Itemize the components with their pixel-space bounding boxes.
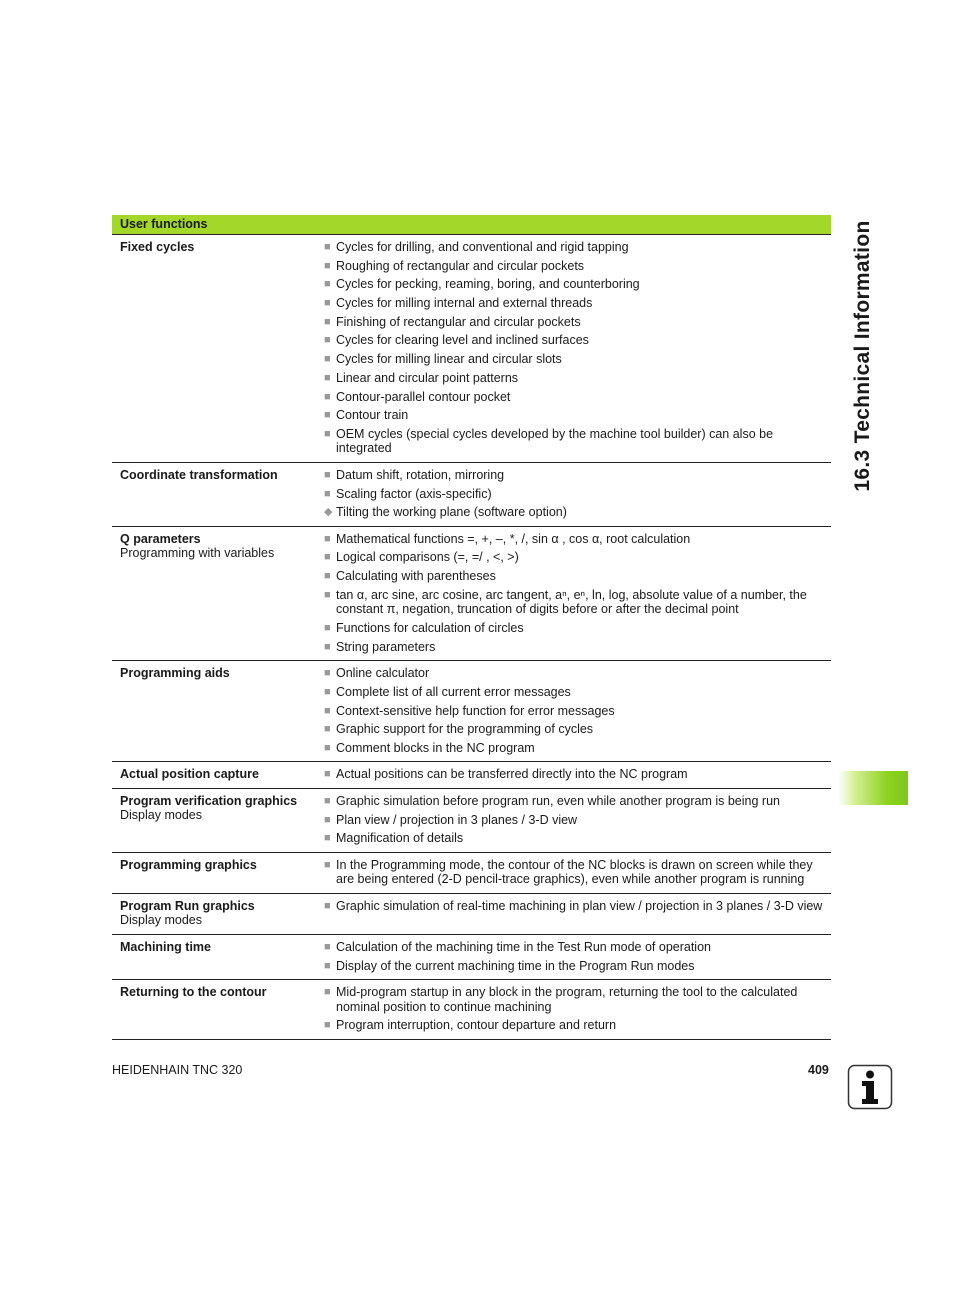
row-items (324, 532, 831, 654)
list-item-text: Cycles for drilling, and conventional and rigid tapping (336, 240, 629, 254)
square-bullet-icon (324, 588, 336, 617)
square-bullet-icon (324, 468, 336, 483)
list-item-text: tan α, arc sine, arc cosine, arc tangent, aⁿ, eⁿ, ln, log, absolute value of a number, the constant π, negation, truncation of digits before or after the decimal point (336, 587, 807, 617)
table-header: User functions (112, 215, 831, 235)
list-item (324, 899, 823, 914)
list-item (324, 532, 823, 547)
list-item-text: Magnification of details (336, 831, 464, 846)
list-item (324, 259, 823, 274)
list-item (324, 408, 823, 423)
chapter-tab-marker (838, 771, 908, 805)
square-bullet-icon (324, 487, 336, 502)
list-item (324, 352, 823, 367)
footer-product-name: HEIDENHAIN TNC 320 (112, 1063, 243, 1077)
list-item-text: Context-sensitive help function for error messages (336, 703, 615, 718)
row-items (324, 899, 831, 928)
list-item (324, 858, 823, 887)
list-item-text: Graphic support for the programming of cycles (336, 722, 594, 737)
square-bullet-icon (324, 940, 336, 955)
list-item (324, 390, 823, 405)
user-functions-table (112, 215, 831, 1040)
square-bullet-icon (324, 240, 336, 255)
list-item (324, 959, 823, 974)
list-item-text: Cycles for pecking, reaming, boring, and counterboring (336, 277, 640, 292)
list-item (324, 813, 823, 828)
list-item (324, 315, 823, 330)
square-bullet-icon (324, 640, 336, 655)
square-bullet-icon (324, 371, 336, 386)
list-item (324, 985, 823, 1014)
list-item-text: String parameters (336, 639, 436, 654)
list-item-text: OEM cycles (special cycles developed by the machine tool builder) can also be integrated (336, 426, 774, 456)
row-label-main: Returning to the contour (120, 985, 267, 999)
list-item (324, 940, 823, 955)
row-label-main: Program Run graphics (120, 898, 255, 913)
table-row (112, 980, 831, 1040)
list-item (324, 550, 823, 565)
list-item-text: Program interruption, contour departure and return (336, 1018, 617, 1033)
row-items (324, 666, 831, 755)
square-bullet-icon (324, 959, 336, 974)
list-item-text: Calculating with parentheses (336, 569, 496, 584)
info-icon (847, 1064, 893, 1110)
square-bullet-icon (324, 899, 336, 914)
list-item-text: Cycles for milling internal and external threads (336, 296, 593, 311)
square-bullet-icon (324, 813, 336, 828)
list-item-text: Logical comparisons (=, =/ , <, >) (336, 550, 519, 565)
row-label (112, 240, 324, 456)
row-label (112, 794, 324, 846)
row-label (112, 532, 324, 654)
list-item (324, 640, 823, 655)
list-item-text: Mid-program startup in any block in the program, returning the tool to the calculated nominal position to continue machining (336, 985, 798, 1014)
row-label (112, 468, 324, 520)
list-item (324, 487, 823, 502)
list-item (324, 831, 823, 846)
row-items (324, 794, 831, 846)
list-item-text: In the Programming mode, the contour of the NC blocks is drawn on screen while they are being entered (2-D pencil-trace graphics), even while another program is running (336, 857, 813, 887)
square-bullet-icon (324, 277, 336, 292)
list-item (324, 427, 823, 456)
table-row (112, 235, 831, 463)
square-bullet-icon (324, 767, 336, 782)
row-label (112, 985, 324, 1033)
list-item (324, 685, 823, 700)
list-item-text: Cycles for clearing level and inclined surfaces (336, 333, 589, 348)
square-bullet-icon (324, 831, 336, 846)
list-item (324, 371, 823, 386)
square-bullet-icon (324, 741, 336, 756)
square-bullet-icon (324, 427, 336, 456)
row-label-main: Program verification graphics (120, 793, 298, 808)
row-label-main: Programming aids (120, 666, 230, 681)
list-item-text: Linear and circular point patterns (336, 370, 519, 385)
square-bullet-icon (324, 333, 336, 348)
list-item-text: Functions for calculation of circles (336, 621, 524, 635)
table-row (112, 789, 831, 853)
square-bullet-icon (324, 685, 336, 700)
row-label-sub: Display modes (120, 808, 202, 823)
row-label-main: Coordinate transformation (120, 467, 278, 482)
square-bullet-icon (324, 259, 336, 274)
square-bullet-icon (324, 1018, 336, 1033)
row-items (324, 940, 831, 973)
row-items (324, 767, 831, 782)
square-bullet-icon (324, 532, 336, 547)
row-label-main: Programming graphics (120, 857, 257, 872)
list-item-text: Roughing of rectangular and circular pockets (336, 258, 585, 273)
list-item-text: Contour train (336, 408, 409, 423)
square-bullet-icon (324, 621, 336, 636)
square-bullet-icon (324, 858, 336, 887)
square-bullet-icon (324, 704, 336, 719)
row-label-sub: Programming with variables (120, 546, 275, 561)
row-label-main: Actual position capture (120, 767, 259, 782)
list-item-text: Comment blocks in the NC program (336, 740, 535, 755)
list-item-text: Actual positions can be transferred directly into the NC program (336, 767, 688, 782)
list-item (324, 1018, 823, 1033)
list-item-text: Calculation of the machining time in the Test Run mode of operation (336, 939, 711, 954)
square-bullet-icon (324, 390, 336, 405)
row-label (112, 666, 324, 755)
row-label (112, 940, 324, 973)
row-items (324, 240, 831, 456)
list-item (324, 240, 823, 255)
row-label-main: Machining time (120, 939, 211, 954)
list-item-text: Finishing of rectangular and circular pockets (336, 314, 581, 329)
row-items (324, 468, 831, 520)
row-label (112, 858, 324, 887)
table-row (112, 762, 831, 789)
square-bullet-icon (324, 550, 336, 565)
list-item-text: Online calculator (336, 666, 430, 681)
list-item (324, 333, 823, 348)
row-items (324, 985, 831, 1033)
table-body (112, 235, 831, 1040)
table-row (112, 853, 831, 894)
list-item-text: Scaling factor (axis-specific) (336, 486, 492, 501)
list-item (324, 794, 823, 809)
section-title-text: 16.3 Technical Information (851, 220, 874, 492)
list-item (324, 666, 823, 681)
row-label (112, 767, 324, 782)
list-item (324, 621, 823, 636)
list-item (324, 588, 823, 617)
table-row (112, 661, 831, 762)
list-item-text: Complete list of all current error messages (336, 684, 571, 699)
list-item (324, 569, 823, 584)
row-label-main: Q parameters (120, 531, 201, 546)
list-item (324, 704, 823, 719)
square-bullet-icon (324, 666, 336, 681)
row-label (112, 899, 324, 928)
page-number: 409 (808, 1063, 829, 1077)
square-bullet-icon (324, 794, 336, 809)
list-item (324, 722, 823, 737)
row-label-sub: Display modes (120, 913, 202, 928)
table-row (112, 463, 831, 527)
square-bullet-icon (324, 569, 336, 584)
square-bullet-icon (324, 352, 336, 367)
list-item-text: Contour-parallel contour pocket (336, 389, 511, 404)
list-item-text: Tilting the working plane (software option) (336, 505, 567, 520)
list-item-text: Plan view / projection in 3 planes / 3-D view (336, 812, 578, 827)
table-row (112, 894, 831, 935)
list-item (324, 741, 823, 756)
section-title-vertical (843, 215, 883, 497)
square-bullet-icon (324, 722, 336, 737)
list-item (324, 296, 823, 311)
list-item (324, 767, 823, 782)
list-item (324, 468, 823, 483)
table-row (112, 935, 831, 980)
square-bullet-icon (324, 315, 336, 330)
row-items (324, 858, 831, 887)
diamond-bullet-icon (324, 505, 336, 520)
list-item (324, 277, 823, 292)
square-bullet-icon (324, 296, 336, 311)
list-item-text: Cycles for milling linear and circular slots (336, 352, 562, 367)
list-item (324, 505, 823, 520)
list-item-text: Mathematical functions =, +, –, *, /, sin α , cos α, root calculation (336, 531, 691, 546)
square-bullet-icon (324, 985, 336, 1014)
square-bullet-icon (324, 408, 336, 423)
list-item-text: Display of the current machining time in the Program Run modes (336, 958, 695, 973)
row-label-main: Fixed cycles (120, 240, 195, 254)
list-item-text: Graphic simulation before program run, even while another program is being run (336, 793, 780, 808)
list-item-text: Graphic simulation of real-time machining in plan view / projection in 3 planes / 3-D view (336, 898, 823, 913)
table-row (112, 527, 831, 661)
list-item-text: Datum shift, rotation, mirroring (336, 467, 505, 482)
